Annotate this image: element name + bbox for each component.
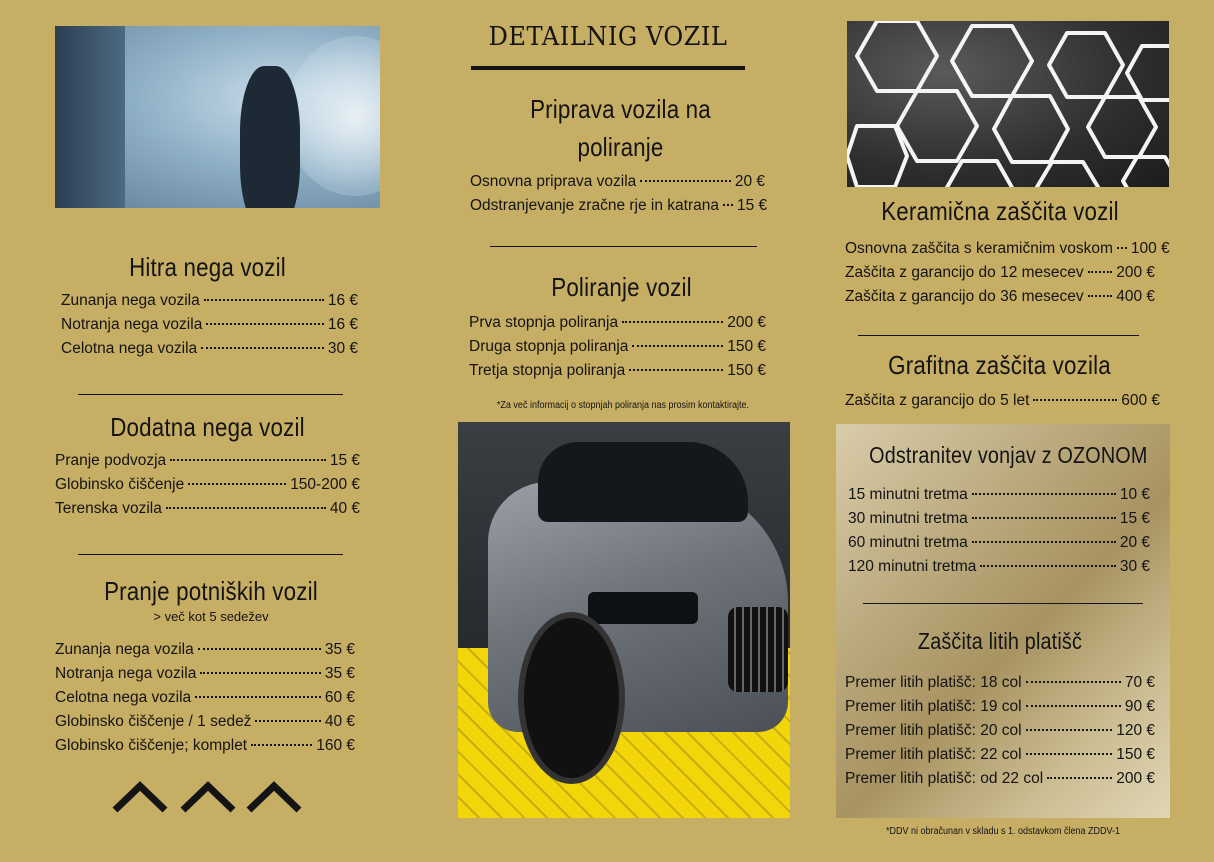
section-subtitle: > več kot 5 sedežev xyxy=(153,609,269,624)
price-row: Globinsko čiščenje / 1 sedež 40 € xyxy=(55,713,355,730)
divider xyxy=(78,394,343,395)
section-title: Hitra nega vozil xyxy=(129,252,286,282)
hexagon-lights-icon xyxy=(847,21,1169,187)
price-row: Premer litih platišč: 20 col 120 € xyxy=(845,722,1155,739)
price-row: 15 minutni tretma 10 € xyxy=(848,486,1150,503)
price-row: Zaščita z garancijo do 36 mesecev 400 € xyxy=(845,288,1155,305)
price-row: Druga stopnja poliranja 150 € xyxy=(469,338,766,355)
price-row: Prva stopnja poliranja 200 € xyxy=(469,314,766,331)
section-ozon xyxy=(848,442,1150,579)
title-underline xyxy=(471,66,745,70)
price-row: Premer litih platišč: 19 col 90 € xyxy=(845,698,1155,715)
section-title: Odstranitev vonjav z OZONOM xyxy=(869,442,1148,468)
section-potniskih xyxy=(55,576,355,758)
price-row: Zunanja nega vozila 16 € xyxy=(61,292,358,309)
price-row: Zaščita z garancijo do 12 mesecev 200 € xyxy=(845,264,1155,281)
price-row: Osnovna zaščita s keramičnim voskom 100 € xyxy=(845,240,1170,257)
car-wash-photo xyxy=(55,26,380,208)
section-grafitna xyxy=(845,350,1160,413)
divider xyxy=(858,335,1139,336)
page-header xyxy=(470,22,746,52)
price-row: Globinsko čiščenje; komplet 160 € xyxy=(55,737,355,754)
car-photo xyxy=(458,422,790,818)
price-row: Notranja nega vozila 16 € xyxy=(61,316,358,333)
price-row: 120 minutni tretma 30 € xyxy=(848,558,1150,575)
chevron-up-icon xyxy=(180,780,236,813)
price-row: Zunanja nega vozila 35 € xyxy=(55,641,355,658)
section-poliranje xyxy=(469,272,766,383)
price-row: Pranje podvozja 15 € xyxy=(55,452,360,469)
section-hitra xyxy=(55,252,360,361)
price-row: Terenska vozila 40 € xyxy=(55,500,360,517)
divider xyxy=(490,246,757,247)
section-platisc xyxy=(845,628,1155,791)
section-title: Keramična zaščita vozil xyxy=(881,196,1119,226)
divider xyxy=(863,603,1143,604)
section-dodatna xyxy=(55,412,360,521)
section-title: Grafitna zaščita vozila xyxy=(888,350,1111,380)
price-row: Premer litih platišč: od 22 col 200 € xyxy=(845,770,1155,787)
chevron-up-icon xyxy=(246,780,302,813)
price-row: Premer litih platišč: 22 col 150 € xyxy=(845,746,1155,763)
page-title: DETAILNIG VOZIL xyxy=(488,22,728,52)
price-row: Tretja stopnja poliranja 150 € xyxy=(469,362,766,379)
section-title: Zaščita litih platišč xyxy=(917,628,1083,654)
price-row: Celotna nega vozila 30 € xyxy=(61,340,358,357)
chevron-up-icon xyxy=(112,780,168,813)
price-row: Zaščita z garancijo do 5 let 600 € xyxy=(845,392,1160,409)
section-title-line2: poliranje xyxy=(577,132,664,162)
price-row: 30 minutni tretma 15 € xyxy=(848,510,1150,527)
price-row: Notranja nega vozila 35 € xyxy=(55,665,355,682)
price-row: Osnovna priprava vozila 20 € xyxy=(470,173,765,190)
price-row: Premer litih platišč: 18 col 70 € xyxy=(845,674,1155,691)
price-row: 60 minutni tretma 20 € xyxy=(848,534,1150,551)
divider xyxy=(78,554,343,555)
section-keramicna xyxy=(845,196,1170,309)
vat-footnote: *DDV ni obračunan v skladu s 1. odstavkom člena ZDDV-1 xyxy=(885,826,1121,837)
poliranje-note: *Za več informacij o stopnjah poliranja nas prosim kontaktirajte. xyxy=(496,400,750,411)
price-row: Odstranjevanje zračne rje in katrana 15 € xyxy=(470,197,768,214)
section-priprava xyxy=(470,90,768,218)
section-title: Pranje potniških vozil xyxy=(104,576,318,606)
price-row: Celotna nega vozila 60 € xyxy=(55,689,355,706)
price-row: Globinsko čiščenje 150-200 € xyxy=(55,476,360,493)
hexagon-light-photo xyxy=(847,21,1169,187)
section-title: Dodatna nega vozil xyxy=(110,412,305,442)
section-title: Poliranje vozil xyxy=(551,272,692,302)
section-title-line1: Priprava vozila na xyxy=(530,94,711,124)
